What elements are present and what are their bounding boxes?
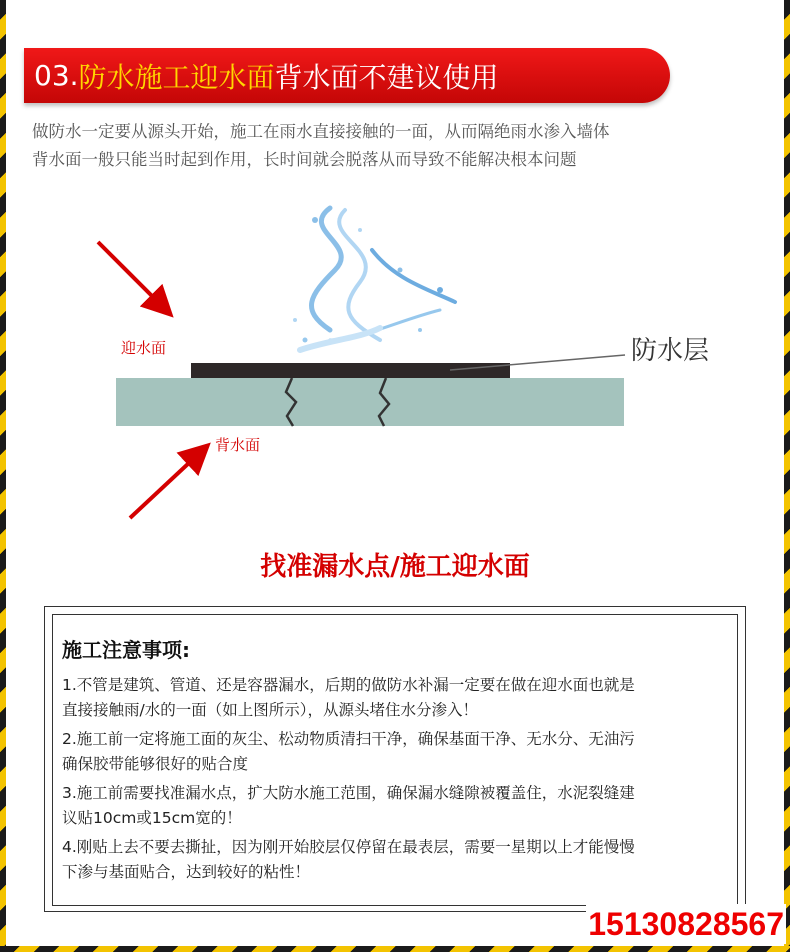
- arrow-upstream: [98, 242, 168, 312]
- note-item: [62, 673, 730, 723]
- label-downstream: 背水面: [215, 436, 261, 454]
- section-number: 03.: [34, 59, 79, 92]
- caption: 找准漏水点/施工迎水面: [260, 552, 530, 582]
- intro-text: [32, 118, 752, 174]
- layer-leader-line: [450, 355, 625, 370]
- note-item: [62, 727, 730, 777]
- intro-line: 做防水一定要从源头开始，施工在雨水直接接触的一面，从而隔绝雨水渗入墙体: [32, 122, 610, 141]
- note-item: [62, 781, 730, 831]
- label-waterproof-layer: 防水层: [631, 336, 710, 366]
- waterproof-diagram: [0, 190, 790, 530]
- note-line: 3.施工前需要找准漏水点，扩大防水施工范围，确保漏水缝隙被覆盖住，水泥裂缝建: [62, 784, 635, 802]
- note-line: 直接接触雨/水的一面（如上图所示），从源头堵住水分渗入！: [62, 701, 478, 719]
- note-line: 确保胶带能够很好的贴合度: [62, 755, 249, 773]
- note-line: 1.不管是建筑、管道、还是容器漏水，后期的做防水补漏一定要在做在迎水面也就是: [62, 676, 635, 694]
- note-item: [62, 835, 730, 885]
- label-upstream: 迎水面: [121, 339, 167, 357]
- note-line: 下渗与基面贴合，达到较好的粘性！: [62, 863, 311, 881]
- arrow-downstream: [130, 448, 205, 518]
- note-line: 议贴10cm或15cm宽的！: [62, 809, 242, 827]
- section-header-banner: [24, 48, 670, 103]
- waterproof-membrane: [191, 363, 510, 378]
- concrete-slab: [116, 378, 624, 426]
- intro-line: 背水面一般只能当时起到作用，长时间就会脱落从而导致不能解决根本问题: [32, 150, 577, 169]
- notes-title: 施工注意事项:: [62, 638, 190, 662]
- note-line: 2.施工前一定将施工面的灰尘、松动物质清扫干净，确保基面干净、无水分、无油污: [62, 730, 635, 748]
- water-splash-icon: [293, 208, 455, 350]
- section-title-highlight: 防水施工迎水面: [78, 60, 275, 94]
- phone-number: 15130828567: [588, 906, 784, 942]
- note-line: 4.刚贴上去不要去撕扯，因为刚开始胶层仅停留在最表层，需要一星期以上才能慢慢: [62, 838, 635, 856]
- hazard-stripe-bottom: [0, 946, 790, 952]
- section-title-rest: 背水面不建议使用: [274, 60, 499, 94]
